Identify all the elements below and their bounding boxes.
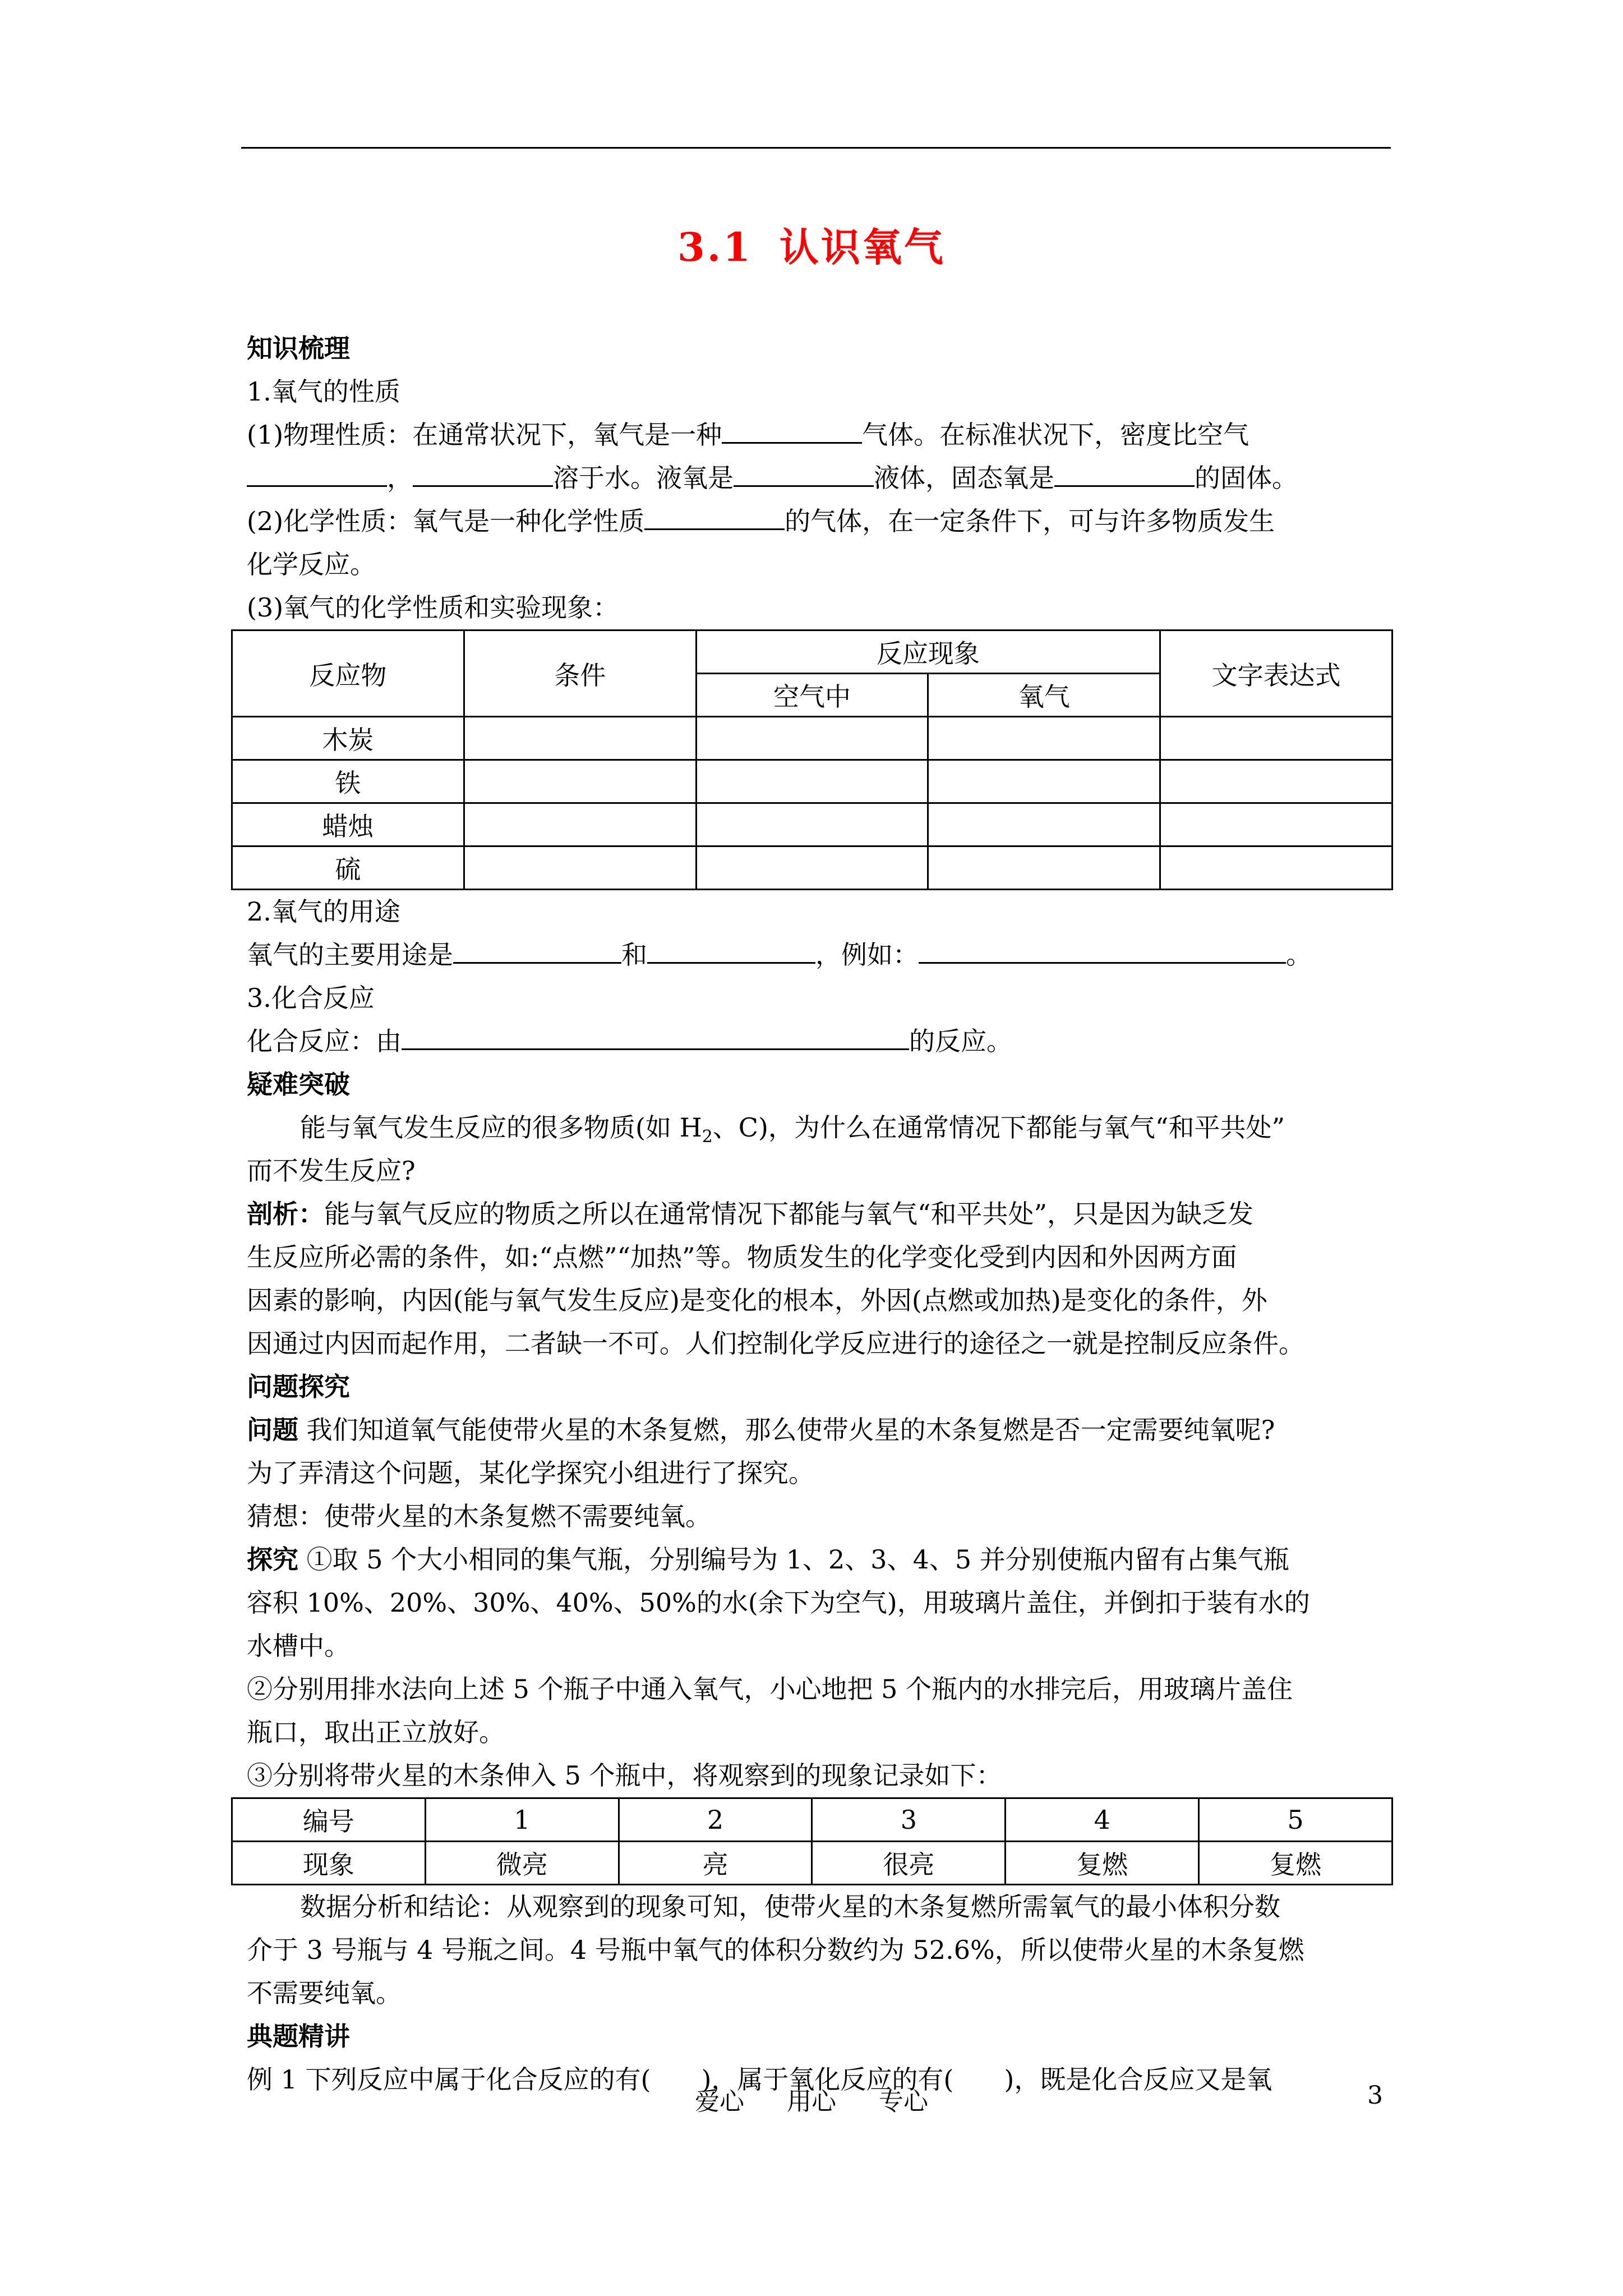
text: 的固体。	[1195, 463, 1298, 493]
blank-cell[interactable]	[1160, 846, 1393, 890]
paragraph: 不需要纯氧。	[247, 1978, 402, 2008]
observation-table	[231, 1797, 1393, 1885]
title-number: 3.1	[677, 224, 753, 270]
section-heading-examples: 典题精讲	[247, 2021, 350, 2051]
paragraph	[247, 1193, 1391, 1236]
text: 气体。在标准状况下，密度比空气	[862, 420, 1249, 450]
text: 溶于水。液氧是	[553, 463, 734, 493]
text: )，属于氧化反应的有(	[701, 2064, 954, 2095]
text: 和	[621, 940, 647, 970]
table-row	[232, 760, 1393, 803]
bottle-number: 2	[619, 1798, 812, 1842]
bottle-number: 4	[1006, 1798, 1199, 1842]
blank-cell[interactable]	[464, 803, 696, 846]
text: 的气体，在一定条件下，可与许多物质发生	[785, 506, 1275, 536]
text: 、C)，为什么在通常情况下都能与氧气“和平共处”	[712, 1112, 1285, 1143]
reactant-cell: 铁	[232, 760, 464, 803]
text: ①取 5 个大小相同的集气瓶，分别编号为 1、2、3、4、5 并分别使瓶内留有占集气瓶	[298, 1544, 1289, 1575]
paragraph: 猜想：使带火星的木条复燃不需要纯氧。	[247, 1501, 711, 1531]
text: 化合反应：由	[247, 1026, 402, 1056]
blank-cell[interactable]	[464, 846, 696, 890]
reactant-cell: 木炭	[232, 717, 464, 760]
text: 能与氧气发生反应的很多物质(如 H	[300, 1112, 702, 1143]
fill-blank[interactable]	[1054, 457, 1195, 487]
subsection-heading: 3.化合反应	[247, 983, 375, 1013]
paragraph: 生反应所必需的条件，如:“点燃”“加热”等。物质发生的化学变化受到内因和外因两方面	[247, 1242, 1237, 1272]
text: 。	[1286, 940, 1312, 970]
paragraph	[247, 1409, 1391, 1452]
oxygen-properties-table	[231, 629, 1393, 890]
text: (1)物理性质：在通常状况下，氧气是一种	[247, 420, 722, 450]
header-phenomenon: 反应现象	[696, 631, 1160, 674]
fill-blank[interactable]	[722, 414, 862, 444]
paragraph: 介于 3 号瓶与 4 号瓶之间。4 号瓶中氧气的体积分数约为 52.6%，所以使带火星的木条复燃	[247, 1935, 1304, 1965]
explore-label: 探究	[247, 1544, 298, 1575]
paragraph	[247, 1020, 1391, 1063]
section-heading-knowledge: 知识梳理	[247, 333, 350, 364]
subsection-heading: 1.氧气的性质	[247, 376, 400, 407]
fill-blank[interactable]	[402, 1020, 909, 1050]
observation-cell: 很亮	[812, 1842, 1006, 1885]
paragraph: (3)氧气的化学性质和实验现象：	[247, 592, 619, 623]
paragraph	[247, 457, 1391, 500]
text: 例 1 下列反应中属于化合反应的有(	[247, 2064, 651, 2095]
row-label: 现象	[232, 1842, 426, 1885]
paragraph: 因素的影响，内因(能与氧气发生反应)是变化的根本，外因(点燃或加热)是变化的条件，外	[247, 1285, 1267, 1315]
text: (2)化学性质：氧气是一种化学性质	[247, 506, 645, 536]
observation-cell: 复燃	[1006, 1842, 1199, 1885]
footer-word: 用心	[787, 2087, 836, 2116]
header-condition: 条件	[464, 631, 696, 717]
table-row	[232, 846, 1393, 890]
fill-blank[interactable]	[734, 457, 874, 487]
fill-blank[interactable]	[413, 457, 553, 487]
analysis-label: 剖析：	[247, 1199, 324, 1229]
blank-cell[interactable]	[928, 846, 1160, 890]
section-heading-inquiry: 问题探究	[247, 1372, 350, 1402]
paragraph	[247, 500, 1391, 543]
table-row	[232, 1842, 1393, 1885]
observation-cell: 复燃	[1199, 1842, 1393, 1885]
blank-cell[interactable]	[1160, 760, 1393, 803]
blank-cell[interactable]	[696, 803, 928, 846]
text: 能与氧气反应的物质之所以在通常情况下都能与氧气“和平共处”，只是因为缺乏发	[324, 1199, 1254, 1229]
table-row	[232, 717, 1393, 760]
text: ，例如：	[815, 940, 919, 970]
text: ，	[387, 463, 413, 493]
subsection-heading: 2.氧气的用途	[247, 896, 400, 927]
footer-word: 专心	[879, 2087, 928, 2116]
text: 的反应。	[909, 1026, 1012, 1056]
observation-cell: 微亮	[425, 1842, 619, 1885]
paragraph: 因通过内因而起作用，二者缺一不可。人们控制化学反应进行的途径之一就是控制反应条件。	[247, 1328, 1304, 1359]
observation-cell: 亮	[619, 1842, 812, 1885]
paragraph: 数据分析和结论：从观察到的现象可知，使带火星的木条复燃所需氧气的最小体积分数	[300, 1892, 1280, 1922]
fill-blank[interactable]	[453, 934, 621, 964]
paragraph: ②分别用排水法向上述 5 个瓶子中通入氧气，小心地把 5 个瓶内的水排完后，用玻璃片盖住	[247, 1674, 1293, 1704]
fill-blank[interactable]	[247, 457, 387, 487]
header-in-oxygen: 氧气	[928, 674, 1160, 717]
header-in-air: 空气中	[696, 674, 928, 717]
text: 液体，固态氧是	[874, 463, 1054, 493]
header-rule	[241, 147, 1391, 149]
blank-cell[interactable]	[464, 760, 696, 803]
bottle-number: 3	[812, 1798, 1006, 1842]
header-reactant: 反应物	[232, 631, 464, 717]
header-expression: 文字表达式	[1160, 631, 1393, 717]
section-heading-difficulty: 疑难突破	[247, 1069, 350, 1099]
fill-blank[interactable]	[919, 934, 1286, 964]
blank-cell[interactable]	[696, 846, 928, 890]
blank-cell[interactable]	[928, 717, 1160, 760]
blank-cell[interactable]	[696, 717, 928, 760]
blank-cell[interactable]	[1160, 717, 1393, 760]
document-body	[247, 327, 1391, 2101]
reactant-cell: 硫	[232, 846, 464, 890]
reactant-cell: 蜡烛	[232, 803, 464, 846]
fill-blank[interactable]	[647, 934, 815, 964]
table-row	[232, 1798, 1393, 1842]
fill-blank[interactable]	[644, 500, 785, 530]
blank-cell[interactable]	[464, 717, 696, 760]
blank-cell[interactable]	[928, 803, 1160, 846]
paragraph: 容积 10%、20%、30%、40%、50%的水(余下为空气)，用玻璃片盖住，并倒扣于装有水的	[247, 1588, 1310, 1618]
blank-cell[interactable]	[1160, 803, 1393, 846]
paragraph: 瓶口，取出正立放好。	[247, 1717, 505, 1747]
question-label: 问题	[247, 1415, 298, 1445]
text: 我们知道氧气能使带火星的木条复燃，那么使带火星的木条复燃是否一定需要纯氧呢?	[298, 1415, 1275, 1445]
bottle-number: 5	[1199, 1798, 1393, 1842]
text: )，既是化合反应又是氧	[1004, 2064, 1272, 2095]
blank-cell[interactable]	[696, 760, 928, 803]
blank-cell[interactable]	[928, 760, 1160, 803]
paragraph	[247, 413, 1391, 457]
bottle-number: 1	[425, 1798, 619, 1842]
table-row	[232, 803, 1393, 846]
page-title	[0, 216, 1623, 273]
paragraph: 化学反应。	[247, 549, 376, 579]
paragraph	[247, 1538, 1391, 1581]
page-number: 3	[1367, 2081, 1383, 2110]
paragraph	[247, 933, 1391, 977]
title-text: 认识氧气	[779, 224, 946, 270]
paragraph	[247, 1106, 1391, 1149]
paragraph: 水槽中。	[247, 1631, 350, 1661]
text: 氧气的主要用途是	[247, 940, 453, 970]
footer-word: 爱心	[695, 2087, 744, 2116]
paragraph: 为了弄清这个问题，某化学探究小组进行了探究。	[247, 1458, 814, 1488]
row-label: 编号	[232, 1798, 426, 1842]
subscript: 2	[702, 1127, 713, 1147]
paragraph: 而不发生反应?	[247, 1156, 416, 1186]
paragraph: ③分别将带火星的木条伸入 5 个瓶中，将观察到的现象记录如下：	[247, 1760, 1002, 1791]
